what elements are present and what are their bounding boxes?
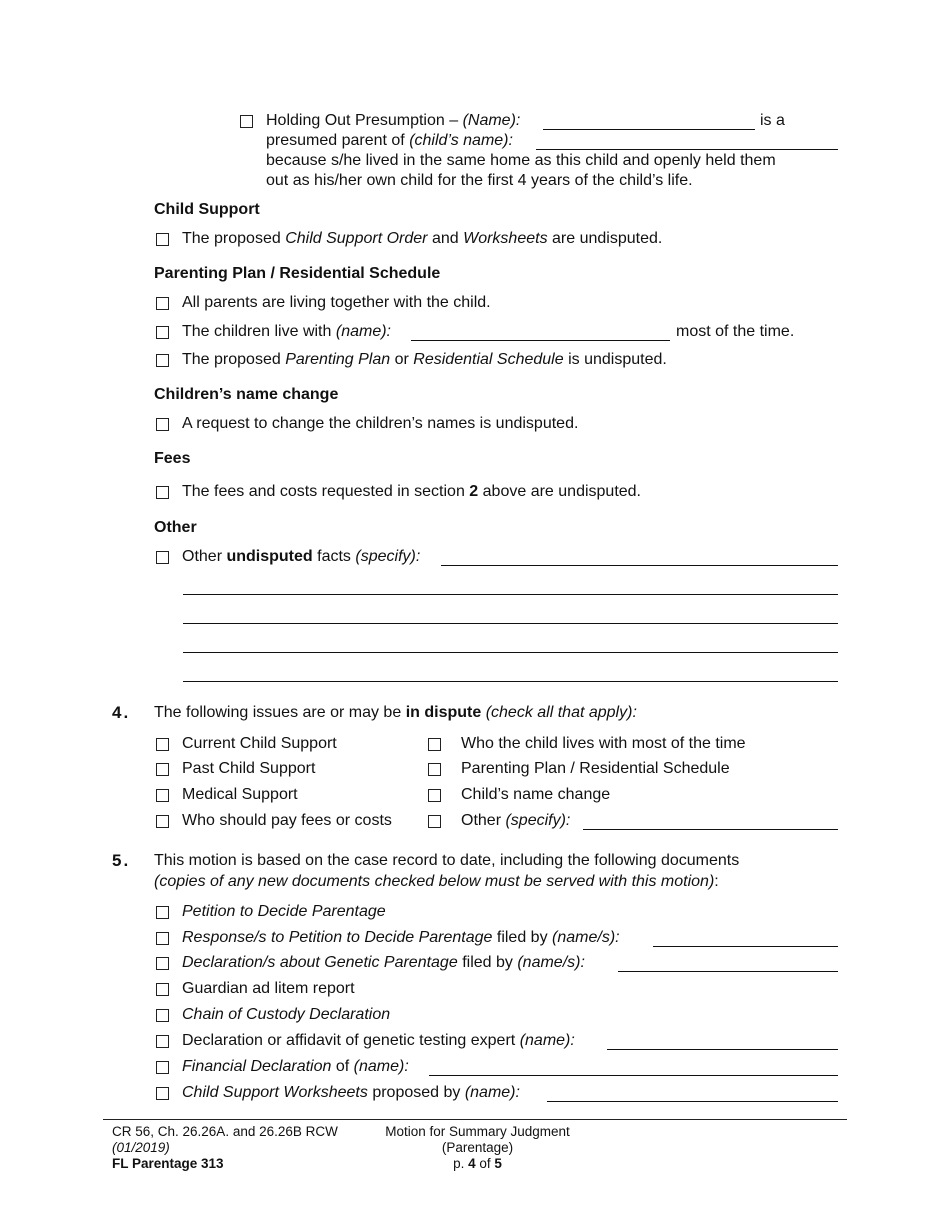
parenting-plan-undisputed-checkbox[interactable] bbox=[156, 354, 169, 367]
dispute-current-child-support-label: Current Child Support bbox=[182, 735, 337, 752]
doc-financial-declaration-name-field[interactable] bbox=[429, 1059, 838, 1076]
doc-chain-custody-checkbox[interactable] bbox=[156, 1009, 169, 1022]
name-change-text: A request to change the children’s names is undisputed. bbox=[182, 415, 579, 432]
other-specify-line-3[interactable] bbox=[183, 607, 838, 624]
dispute-past-child-support-checkbox[interactable] bbox=[156, 763, 169, 776]
doc-genetic-declaration-label: Declaration/s about Genetic Parentage filed by (name/s): bbox=[182, 954, 585, 971]
other-undisputed-text: Other undisputed facts (specify): bbox=[182, 548, 421, 565]
children-live-with-checkbox[interactable] bbox=[156, 326, 169, 339]
fees-heading: Fees bbox=[154, 450, 191, 467]
doc-petition-label: Petition to Decide Parentage bbox=[182, 903, 386, 920]
dispute-child-lives-with-label: Who the child lives with most of the time bbox=[461, 735, 746, 752]
holding-out-is-a: is a bbox=[760, 112, 785, 129]
page-number: p. 4 of 5 bbox=[453, 1156, 502, 1171]
holding-out-line1: Holding Out Presumption – (Name): bbox=[266, 112, 521, 129]
children-live-with-text: The children live with (name): bbox=[182, 323, 391, 340]
doc-financial-declaration-label: Financial Declaration of (name): bbox=[182, 1058, 409, 1075]
footer-statute: CR 56, Ch. 26.26A. and 26.26B RCW bbox=[112, 1124, 338, 1139]
other-undisputed-checkbox[interactable] bbox=[156, 551, 169, 564]
name-change-checkbox[interactable] bbox=[156, 418, 169, 431]
footer-title: Motion for Summary Judgment (Parentage) p. 4 of 5 bbox=[370, 1124, 585, 1172]
other-specify-line-4[interactable] bbox=[183, 636, 838, 653]
doc-worksheets-checkbox[interactable] bbox=[156, 1087, 169, 1100]
doc-gal-report-label: Guardian ad litem report bbox=[182, 980, 355, 997]
parenting-plan-heading: Parenting Plan / Residential Schedule bbox=[154, 265, 441, 282]
child-support-checkbox[interactable] bbox=[156, 233, 169, 246]
section-5-number: 5. bbox=[112, 851, 131, 870]
footer-form-id: FL Parentage 313 bbox=[112, 1156, 224, 1171]
dispute-fees-costs-checkbox[interactable] bbox=[156, 815, 169, 828]
dispute-other-specify-field[interactable] bbox=[583, 813, 838, 830]
holding-out-child-name-field[interactable] bbox=[536, 133, 838, 150]
doc-chain-custody-label: Chain of Custody Declaration bbox=[182, 1006, 391, 1023]
dispute-fees-costs-label: Who should pay fees or costs bbox=[182, 812, 392, 829]
footer-date: (01/2019) bbox=[112, 1140, 170, 1155]
holding-out-checkbox[interactable] bbox=[240, 115, 253, 128]
dispute-other-label: Other (specify): bbox=[461, 812, 571, 829]
doc-testing-expert-checkbox[interactable] bbox=[156, 1035, 169, 1048]
dispute-past-child-support-label: Past Child Support bbox=[182, 760, 316, 777]
dispute-child-lives-with-checkbox[interactable] bbox=[428, 738, 441, 751]
other-specify-field[interactable] bbox=[441, 549, 838, 566]
section-5-line1: This motion is based on the case record to date, including the following documents bbox=[154, 852, 740, 869]
doc-petition-checkbox[interactable] bbox=[156, 906, 169, 919]
doc-testing-expert-label: Declaration or affidavit of genetic testing expert (name): bbox=[182, 1032, 575, 1049]
dispute-name-change-checkbox[interactable] bbox=[428, 789, 441, 802]
doc-genetic-declaration-name-field[interactable] bbox=[618, 955, 838, 972]
section-4-number: 4. bbox=[112, 703, 131, 722]
holding-out-line4: out as his/her own child for the first 4 years of the child’s life. bbox=[266, 172, 693, 189]
dispute-current-child-support-checkbox[interactable] bbox=[156, 738, 169, 751]
dispute-other-checkbox[interactable] bbox=[428, 815, 441, 828]
dispute-medical-support-label: Medical Support bbox=[182, 786, 298, 803]
section-5-line2: (copies of any new documents checked below must be served with this motion): bbox=[154, 873, 719, 890]
fees-checkbox[interactable] bbox=[156, 486, 169, 499]
other-heading: Other bbox=[154, 519, 197, 536]
fees-text: The fees and costs requested in section 2 above are undisputed. bbox=[182, 483, 641, 500]
section-4-text: The following issues are or may be in dispute (check all that apply): bbox=[154, 704, 637, 721]
child-support-heading: Child Support bbox=[154, 201, 260, 218]
doc-response-name-field[interactable] bbox=[653, 930, 838, 947]
doc-testing-expert-name-field[interactable] bbox=[607, 1033, 838, 1050]
doc-financial-declaration-checkbox[interactable] bbox=[156, 1061, 169, 1074]
child-support-text: The proposed Child Support Order and Worksheets are undisputed. bbox=[182, 230, 663, 247]
other-specify-line-5[interactable] bbox=[183, 665, 838, 682]
parenting-plan-undisputed-text: The proposed Parenting Plan or Residential Schedule is undisputed. bbox=[182, 351, 667, 368]
children-live-with-name-field[interactable] bbox=[411, 324, 670, 341]
parents-together-checkbox[interactable] bbox=[156, 297, 169, 310]
parents-together-text: All parents are living together with the child. bbox=[182, 294, 491, 311]
dispute-parenting-plan-checkbox[interactable] bbox=[428, 763, 441, 776]
holding-out-name-field[interactable] bbox=[543, 113, 755, 130]
doc-genetic-declaration-checkbox[interactable] bbox=[156, 957, 169, 970]
children-live-with-suffix: most of the time. bbox=[676, 323, 795, 340]
doc-response-checkbox[interactable] bbox=[156, 932, 169, 945]
name-change-heading: Children’s name change bbox=[154, 386, 339, 403]
doc-worksheets-label: Child Support Worksheets proposed by (name): bbox=[182, 1084, 520, 1101]
doc-response-label: Response/s to Petition to Decide Parentage filed by (name/s): bbox=[182, 929, 620, 946]
doc-worksheets-name-field[interactable] bbox=[547, 1085, 838, 1102]
dispute-medical-support-checkbox[interactable] bbox=[156, 789, 169, 802]
footer-rule bbox=[103, 1119, 847, 1120]
doc-gal-report-checkbox[interactable] bbox=[156, 983, 169, 996]
dispute-name-change-label: Child’s name change bbox=[461, 786, 611, 803]
dispute-parenting-plan-label: Parenting Plan / Residential Schedule bbox=[461, 760, 730, 777]
holding-out-line3: because s/he lived in the same home as this child and openly held them bbox=[266, 152, 776, 169]
holding-out-line2: presumed parent of (child’s name): bbox=[266, 132, 513, 149]
other-specify-line-2[interactable] bbox=[183, 578, 838, 595]
